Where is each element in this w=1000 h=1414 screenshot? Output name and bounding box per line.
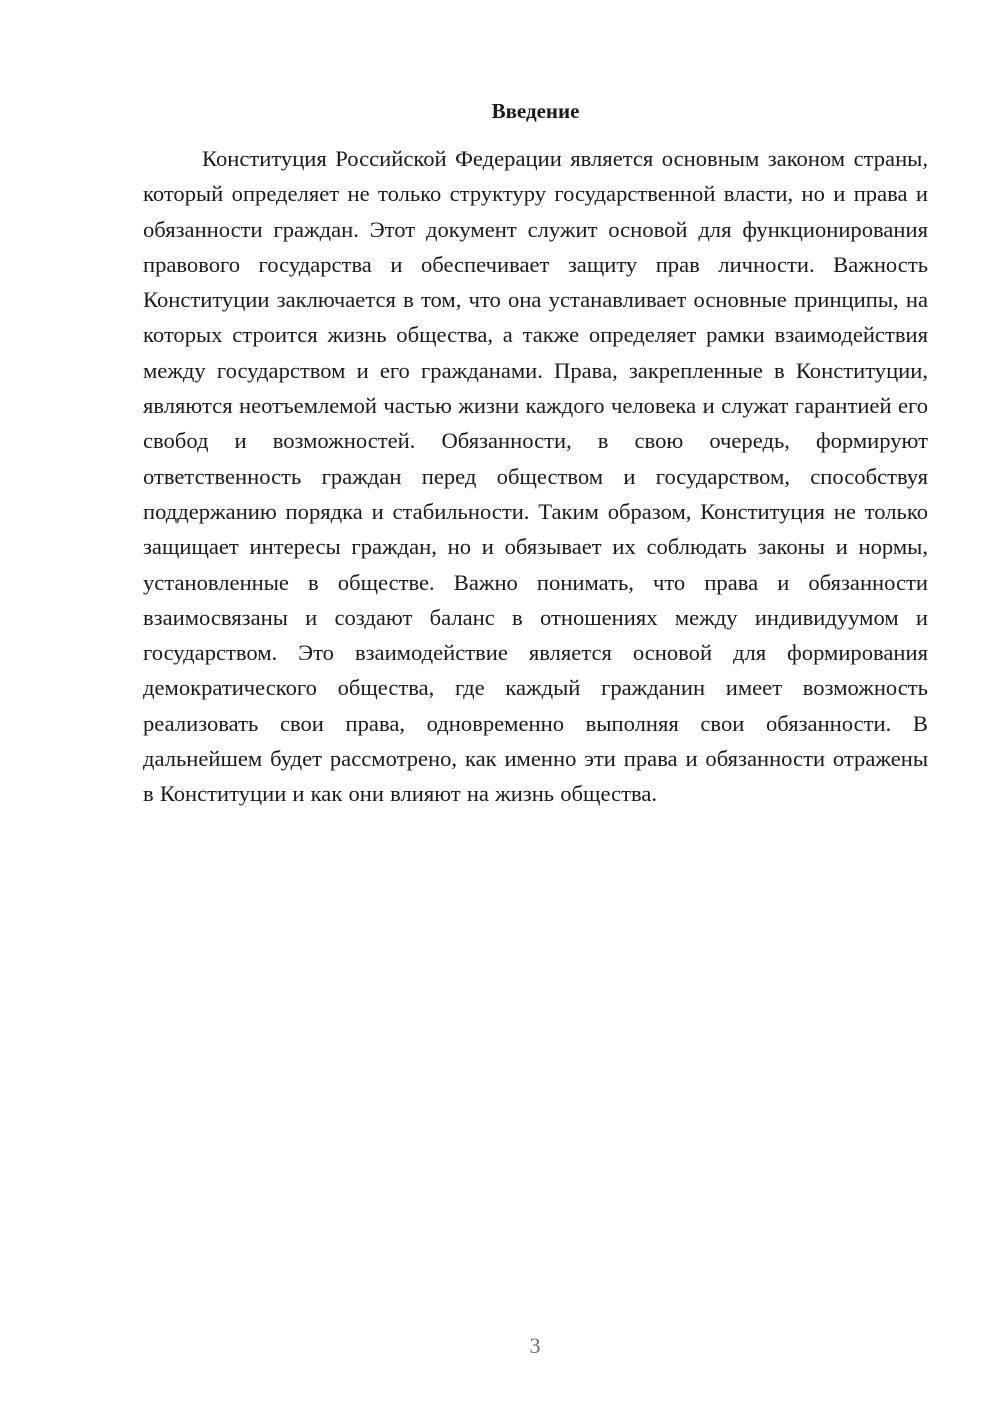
body-paragraph: Конституция Российской Федерации является основным законом страны, который определяет не только структуру государственной власти, но и права и обязанности граждан. Этот документ служит основой для функционирования правового государства и обеспечивает защиту прав личности. Важность Конституции заключается в том, что она устанавливает основные принципы, на которых строится жизнь общества, а также определяет рамки взаимодействия между государством и его гражданами. Права, закрепленные в Конституции, являются неотъемлемой частью жизни каждого человека и служат гарантией его свобод и возможностей. Обязанности, в свою очередь, формируют ответственность граждан перед обществом и государством, способствуя поддержанию порядка и стабильности. Таким образом, Конституция не только защищает интересы граждан, но и обязывает их соблюдать законы и нормы, установленные в обществе. Важно понимать, что права и обязанности взаимосвязаны и создают баланс в отношениях между индивидуумом и государством. Это взаимодействие является основой для формирования демократического общества, где каждый гражданин имеет возможность реализовать свои права, одновременно выполняя свои обязанности. В дальнейшем будет рассмотрено, как именно эти права и обязанности отражены в Конституции и как они влияют на жизнь общества. — [143, 146, 928, 807]
section-title: Введение — [491, 99, 580, 123]
page-number: 3 — [529, 1333, 541, 1358]
